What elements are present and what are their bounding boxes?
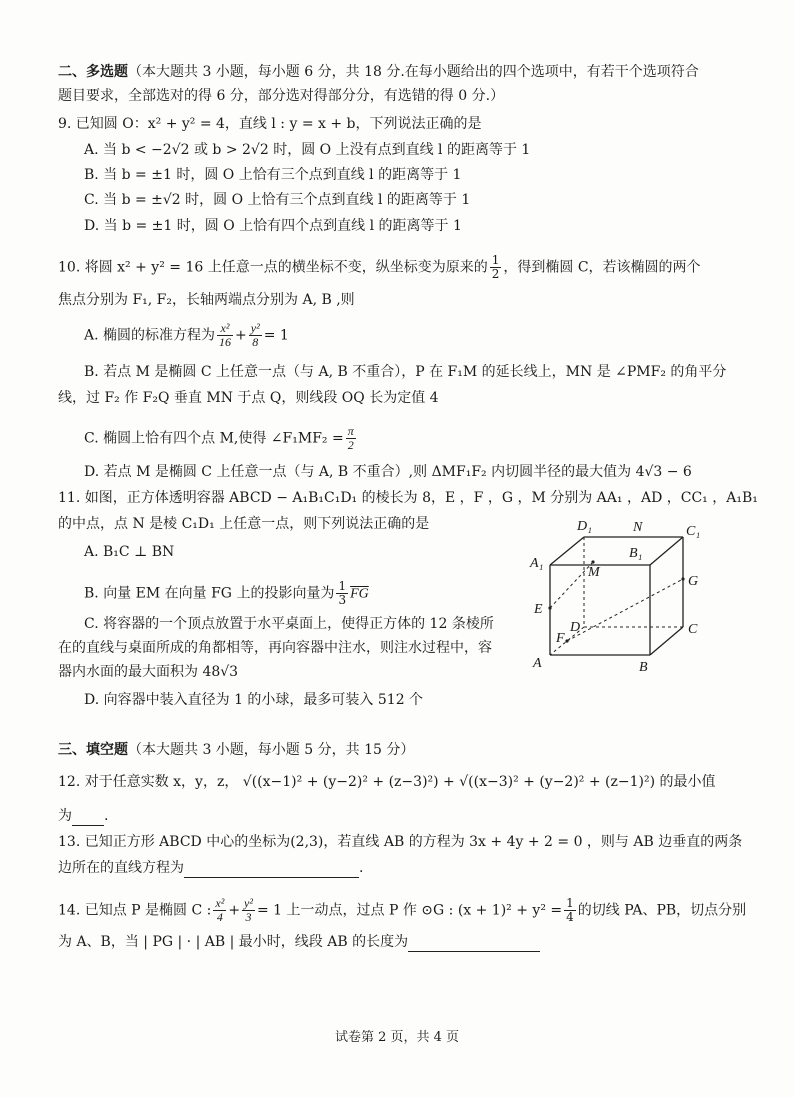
edge-bc <box>650 627 683 655</box>
q14-r-den: 4 <box>566 910 574 924</box>
q10-stem-line2: 焦点分别为 F₁, F₂，长轴两端点分别为 A, B ,则 <box>58 292 355 308</box>
q11-b-text: B. 向量 EM 在向量 FG 上的投影向量为 <box>84 585 335 602</box>
edge-b1c1 <box>650 537 683 565</box>
q9-stem: 9. 已知圆 O：x² + y² = 4，直线 l : y = x + b，下列说法正确的是 <box>58 116 482 132</box>
q10-c-fraction <box>346 425 356 452</box>
point-f <box>565 639 568 642</box>
q14-text: 为 A、B，当 | PG | · | AB | 最小时，线段 AB 的长度为 <box>58 934 409 950</box>
section2-heading: 二、多选题 <box>58 64 128 80</box>
q12-end: 为 <box>58 808 72 824</box>
label-c1: C₁ <box>686 524 701 539</box>
section3-line <box>58 740 414 760</box>
q14-x-den: 4 <box>216 910 223 924</box>
q10-option-b-line1: B. 若点 M 是椭圆 C 上任意一点（与 A, B 不重合），P 在 F₁M 的延长线上，MN 是 ∠PMF₂ 的角平分 <box>84 364 727 380</box>
q11-b-num: 1 <box>338 579 347 593</box>
point-g <box>681 577 684 580</box>
q13-line1: 13. 已知正方形 ABCD 中心的坐标为(2,3)，若直线 AB 的方程为 3x + 4y + 2 = 0 ，则与 AB 边垂直的两条 <box>58 834 743 850</box>
q11-stem-line1: 11. 如图，正方体透明容器 ABCD − A₁B₁C₁D₁ 的棱长为 8，E ，F ，G ，M 分别为 AA₁ ，AD ，CC₁ ，A₁B₁ <box>58 490 758 506</box>
label-b1: B₁ <box>629 546 643 561</box>
q11-b-den: 3 <box>338 593 347 607</box>
label-a: A <box>533 656 542 671</box>
point-e <box>548 606 551 609</box>
q14-r-fraction <box>564 897 576 924</box>
q9-option-a: A. 当 b < −2√2 或 b > 2√2 时，圆 O 上没有点到直线 l 的距离等于 1 <box>84 142 531 158</box>
page-footer: 试卷第 2 页，共 4 页 <box>334 1030 460 1045</box>
q10-stem <box>58 254 701 281</box>
q12-answer-line: 为 . <box>58 808 109 824</box>
q14-x-num: x² <box>215 896 225 910</box>
section2-instructions: （本大题共 3 小题，每小题 6 分，共 18 分.在每小题给出的四个选项中，有若干个选项符合 <box>128 64 699 80</box>
q10-a-y-den: 8 <box>252 335 259 349</box>
q10-c-den: 2 <box>347 438 354 452</box>
q10-c-text: C. 椭圆上恰有四个点 M,使得 ∠F₁MF₂ = <box>84 430 344 447</box>
segment-em <box>550 562 593 608</box>
q11-option-b <box>84 580 369 607</box>
edge-a1d1 <box>550 537 584 565</box>
q11-b-fraction <box>336 580 348 607</box>
q11-stem-line2: 的中点，点 N 是棱 C₁D₁ 上任意一点，则下列说法正确的是 <box>58 516 430 532</box>
q10-half-num: 1 <box>491 253 500 267</box>
cube-figure <box>525 515 715 675</box>
q11-option-c-line1: C. 将容器的一个顶点放置于水平桌面上，使得正方体的 12 条棱所 <box>84 616 494 632</box>
q12-answer-blank[interactable] <box>72 811 104 826</box>
q11-option-c-line3: 器内水面的最大面积为 48√3 <box>58 664 239 680</box>
q11-b-vector: $\overline{FG}$ <box>350 586 369 602</box>
label-b: B <box>639 660 648 675</box>
q10-a-post: = 1 <box>263 327 289 344</box>
q13-line2: 边所在的直线方程为 . <box>58 860 364 876</box>
q14-answer-blank[interactable] <box>408 937 540 952</box>
label-f: F <box>556 631 565 646</box>
q10-a-x-fraction <box>217 322 233 349</box>
point-m <box>591 560 594 563</box>
q11-option-a: A. B₁C ⊥ BN <box>84 544 175 560</box>
q14-y-den: 3 <box>245 910 252 924</box>
label-c: C <box>688 622 698 637</box>
q12-stem: 12. 对于任意实数 x，y，z， √((x−1)² + (y−2)² + (z−3)²) + √((x−3)² + (y−2)² + (z−1)²) 的最小值 <box>58 774 716 790</box>
q14-post: 的切线 PA、PB，切点分别 <box>577 902 747 919</box>
q11-option-d: D. 向容器中装入直径为 1 的小球，最多可装入 512 个 <box>84 692 424 708</box>
label-d: D <box>570 620 581 635</box>
q14-mid: = 1 上一动点，过点 P 作 ⊙G : (x + 1)² + y² = <box>256 902 563 919</box>
q14-y-num: y² <box>244 896 253 910</box>
q14-x-fraction <box>213 897 226 924</box>
label-m: M <box>588 565 600 580</box>
section2-line2: 题目要求，全部选对的得 6 分，部分选对得部分分，有选错的得 0 分.） <box>58 88 505 104</box>
q10-option-d: D. 若点 M 是椭圆 C 上任意一点（与 A, B 不重合）,则 ΔMF₁F₂ 内切圆半径的最大值为 4√3 − 6 <box>84 464 692 480</box>
q14-y-fraction <box>242 897 255 924</box>
section2-line1 <box>58 62 699 82</box>
q9-option-b: B. 当 b = ±1 时，圆 O 上恰有三个点到直线 l 的距离等于 1 <box>84 167 462 183</box>
q10-c-num: π <box>347 424 354 438</box>
q14-line1 <box>58 897 746 924</box>
q10-a-text: A. 椭圆的标准方程为 <box>84 327 216 344</box>
q14-r-num: 1 <box>566 896 574 910</box>
q11-option-c-line2: 在的直线与桌面所成的角都相等，再向容器中注水，则注水过程中，容 <box>58 640 492 656</box>
q13-answer-blank[interactable] <box>184 863 359 878</box>
label-a1: A₁ <box>530 556 544 571</box>
label-e: E <box>534 602 543 617</box>
q10-stem-b: ，得到椭圆 C，若该椭圆的两个 <box>503 259 701 276</box>
q10-option-b-line2: 线，过 F₂ 作 F₂Q 垂直 MN 于点 Q，则线段 OQ 长为定值 4 <box>58 390 439 406</box>
q9-option-c: C. 当 b = ±√2 时，圆 O 上恰有三个点到直线 l 的距离等于 1 <box>84 192 471 208</box>
q10-option-c <box>84 425 358 452</box>
label-g: G <box>688 574 699 589</box>
q10-half-fraction <box>490 254 502 281</box>
label-d1: D₁ <box>577 519 592 534</box>
q14-plus: + <box>228 902 241 919</box>
q10-a-y-num: y² <box>250 321 260 335</box>
q10-stem-a: 10. 将圆 x² + y² = 16 上任意一点的横坐标不变，纵坐标变为原来的 <box>58 259 488 276</box>
q14-line2 <box>58 932 540 952</box>
q10-a-plus: + <box>235 327 247 344</box>
q10-half-den: 2 <box>491 267 500 281</box>
q13-text: 边所在的直线方程为 <box>58 860 184 876</box>
q9-option-d: D. 当 b = ±1 时，圆 O 上恰有四个点到直线 l 的距离等于 1 <box>84 218 462 234</box>
q10-a-y-fraction <box>249 322 262 349</box>
q14-pre: 14. 已知点 P 是椭圆 C : <box>58 902 212 919</box>
label-n: N <box>633 520 643 535</box>
q10-a-x-den: 16 <box>219 335 232 349</box>
section3-instructions: （本大题共 3 小题，每小题 5 分，共 15 分） <box>128 742 415 758</box>
section3-heading: 三、填空题 <box>58 742 128 758</box>
q10-option-a <box>84 322 289 349</box>
q10-a-x-num: x² <box>217 322 233 336</box>
